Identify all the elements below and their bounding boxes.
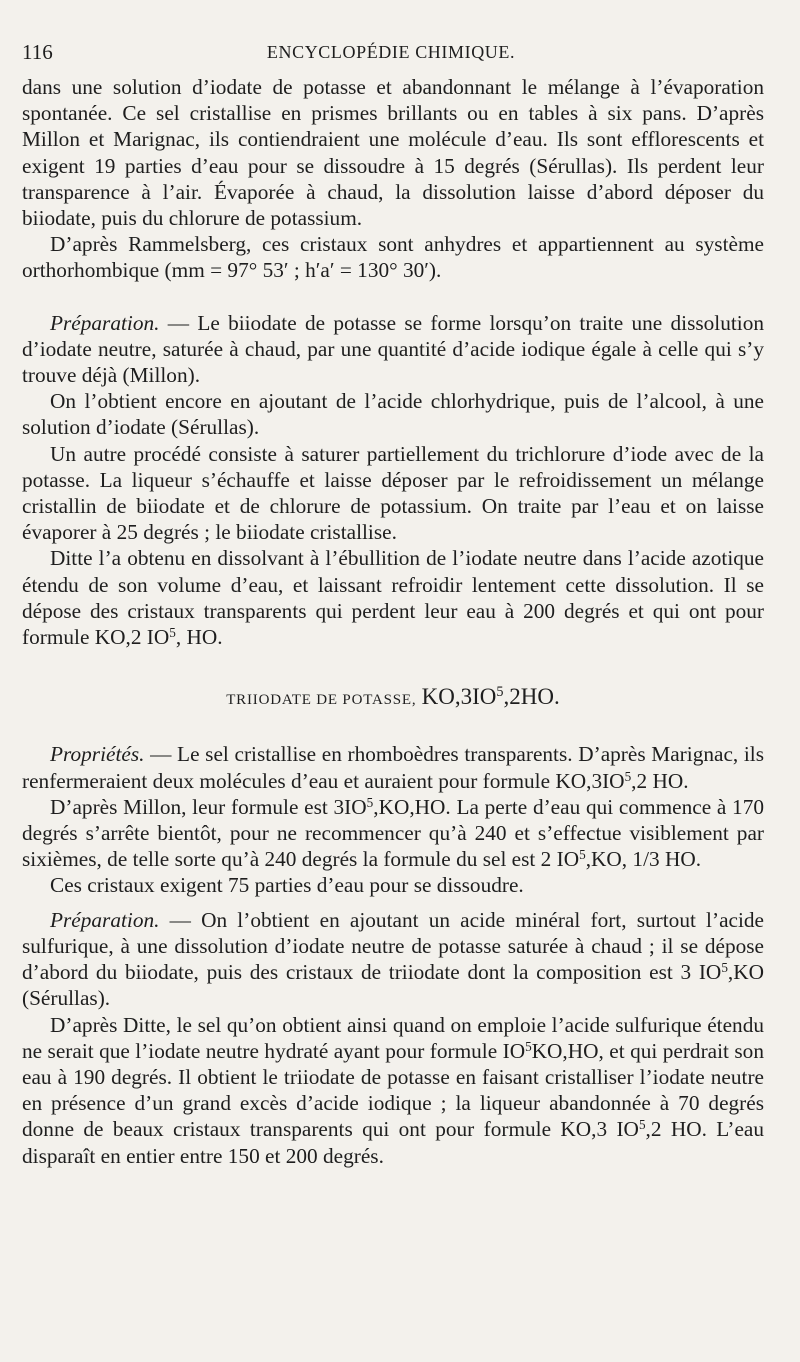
paragraph-text: D’après Millon, leur formule est 3IO xyxy=(50,794,367,819)
section-name: TRIIODATE DE POTASSE, xyxy=(226,692,417,709)
superscript: 5 xyxy=(366,794,374,810)
paragraph-text: KO,HO, et qui perdrait son eau à 190 degrés. Il obtient le triiodate de potasse en faisant cristalliser l’iodate neutre en présence d’un grand excès d’acide iodique ; la liqueur abandonnée à 70 degrés donne de beaux cristaux transparents qui ont pour formule KO,3 IO xyxy=(22,1038,764,1142)
paragraph xyxy=(22,545,764,650)
paragraph-text: — Le biiodate de potasse se forme lorsqu’on traite une dissolution d’iodate neutre, saturée à chaud, par une quantité d’acide iodique égale à celle qui s’y trouve déjà (Millon). xyxy=(22,310,764,388)
superscript: 5 xyxy=(624,768,632,784)
paragraph xyxy=(22,310,764,389)
paragraph-text: — Le sel cristallise en rhomboèdres transparents. D’après Marignac, ils renfermeraient deux molécules d’eau et auraient pour formule KO,3IO xyxy=(22,742,764,793)
body-text xyxy=(22,74,764,1169)
paragraph-text: ,KO, 1/3 HO. xyxy=(585,847,702,872)
paragraph-text: On l’obtient encore en ajoutant de l’acide chlorhydrique, puis de l’alcool, à une solution d’iodate (Sérullas). xyxy=(22,389,764,440)
paragraph xyxy=(22,872,764,898)
paragraph-text: ,2 HO. L’eau disparaît en entier entre 150 et 200 degrés. xyxy=(22,1117,764,1168)
paragraph-lead: Préparation. xyxy=(50,310,160,335)
superscript: 5 xyxy=(721,959,728,975)
paragraph xyxy=(22,388,764,440)
paragraph-text: ,2 HO. xyxy=(631,768,689,793)
paragraph-lead: Préparation. xyxy=(50,907,160,932)
spacer xyxy=(22,899,764,907)
running-title: ENCYCLOPÉDIE CHIMIQUE. xyxy=(266,42,516,62)
paragraph-text: Ditte l’a obtenu en dissolvant à l’ébullition de l’iodate neutre dans l’acide azotique étendu de son volume d’eau, et laissant refroidir lentement cette dissolution. Il se dépose des cristaux transparents qui perdent leur eau à 200 degrés et qui ont pour formule KO,2 IO xyxy=(22,546,764,650)
page-header xyxy=(22,40,760,68)
paragraph-lead: Propriétés. xyxy=(50,742,145,767)
superscript: 5 xyxy=(579,847,586,863)
page-number: 116 xyxy=(22,40,53,64)
formula-text: ,2HO. xyxy=(503,684,560,710)
paragraph xyxy=(22,231,764,283)
paragraph xyxy=(22,441,764,546)
formula-text: KO,3IO xyxy=(421,684,497,710)
paragraph-text: Un autre procédé consiste à saturer partiellement du trichlorure d’iode avec de la potasse. La liqueur s’échauffe et laisse déposer par le refroidissement un mélange cristallin de biiodate et de chlorure de potassium. On traite par l’eau et on laisse évaporer à 25 degrés ; le biiodate cristallise. xyxy=(22,441,764,545)
paragraph-text: — On l’obtient en ajoutant un acide minéral fort, surtout l’acide sulfurique, à une dissolution d’iodate neutre de potasse saturée à chaud ; il se dépose d’abord du biiodate, puis des cristaux de triiodate dont la composition est 3 IO xyxy=(22,907,764,985)
paragraph-text: D’après Rammelsberg, ces cristaux sont anhydres et appartiennent au système orthorhombique (mm = 97° 53′ ; h′a′ = 130° 30′). xyxy=(22,232,764,283)
section-title xyxy=(22,684,764,713)
paragraph xyxy=(22,1012,764,1169)
superscript: 5 xyxy=(169,624,176,640)
paragraph-text: D’après Ditte, le sel qu’on obtient ainsi quand on emploie l’acide sulfurique étendu ne serait que l’iodate neutre hydraté ayant pour formule IO xyxy=(22,1012,764,1063)
paragraph-text: ,KO,HO. La perte d’eau qui commence à 170 degrés s’arrête bientôt, pour ne recommencer qu’à 240 et s’effectue visiblement par sixièmes, de telle sorte qu’à 240 degrés la formule du sel est 2 IO xyxy=(22,794,764,872)
spacer xyxy=(22,284,764,310)
paragraph xyxy=(22,794,764,873)
superscript: 5 xyxy=(525,1038,532,1054)
paragraph-text: dans une solution d’iodate de potasse et abandonnant le mélange à l’évaporation spontanée. Ce sel cristallise en prismes brillants ou en tables à six pans. D’après Millon et Marignac, ils contiendraient une molécule d’eau. Ils sont efflorescents et exigent 19 parties d’eau pour se dissoudre à 15 degrés (Sérullas). Ils perdent leur transparence à l’air. Évaporée à chaud, la dissolution laisse d’abord déposer du biiodate, puis du chlorure de potassium. xyxy=(22,75,764,231)
section-formula xyxy=(422,684,560,709)
paragraph-text: ,KO (Sérullas). xyxy=(22,960,764,1011)
paragraph-text: , HO. xyxy=(175,625,223,650)
paragraph xyxy=(22,907,764,1012)
paragraph-text: Ces cristaux exigent 75 parties d’eau pour se dissoudre. xyxy=(50,873,524,898)
paragraph xyxy=(22,74,764,231)
superscript: 5 xyxy=(496,684,504,701)
paragraph xyxy=(22,741,764,793)
superscript: 5 xyxy=(638,1117,646,1133)
